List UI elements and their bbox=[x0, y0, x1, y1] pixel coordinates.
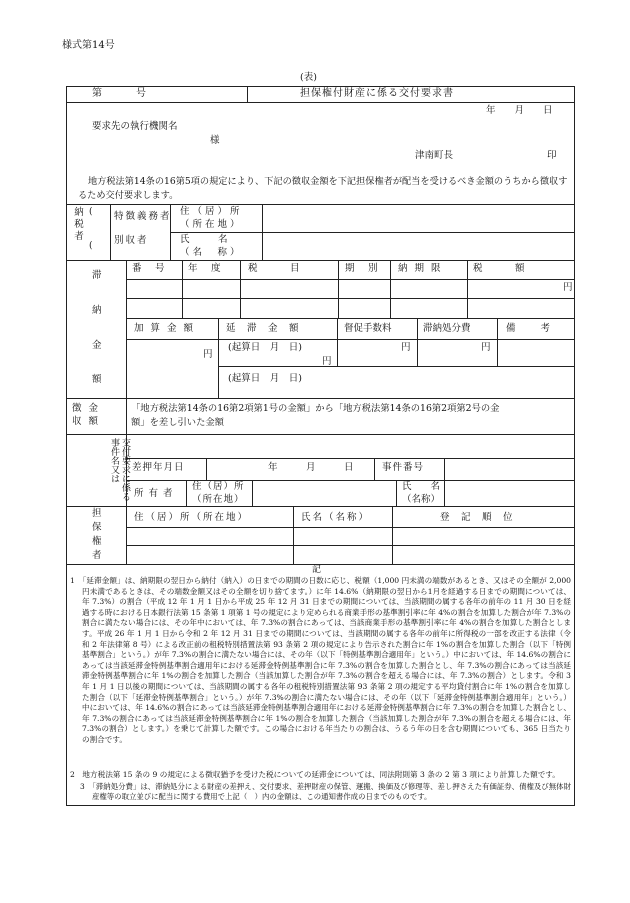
yen-additional: 円 bbox=[203, 349, 213, 360]
delinquent-side-2: 納 bbox=[92, 305, 102, 316]
taxpayer-special1: 特徴義務者 bbox=[114, 211, 172, 222]
taxpayer-address-label2: （所在地） bbox=[180, 219, 243, 230]
sama-label: 様 bbox=[210, 135, 220, 146]
yen-delay: 円 bbox=[322, 356, 332, 367]
notes-title: 記 bbox=[312, 565, 322, 575]
delinquent-side-4: 額 bbox=[92, 374, 102, 385]
recipient-label: 要求先の執行機関名 bbox=[92, 121, 178, 132]
collection-label-2: 収 額 bbox=[72, 416, 101, 427]
case-label: 交付要求に係る事件名又は bbox=[109, 438, 130, 501]
taxpayer-label: 納税者 bbox=[74, 207, 84, 242]
col-period: 期 別 bbox=[345, 263, 380, 274]
holders-side-4: 者 bbox=[92, 550, 102, 561]
document-number: 第 号 bbox=[92, 88, 147, 99]
seal-mark: 印 bbox=[547, 150, 557, 161]
col-dunning-fee: 督促手数料 bbox=[344, 323, 392, 334]
col-year: 年 度 bbox=[188, 263, 223, 274]
col-due-date: 納 期 限 bbox=[398, 263, 443, 274]
holders-side-2: 保 bbox=[92, 522, 102, 533]
document-title: 担保権付財産に係る交付要求書 bbox=[300, 88, 454, 99]
taxpayer-name-label1: 氏 名 bbox=[180, 234, 228, 245]
yen-tax: 円 bbox=[563, 282, 573, 293]
holders-col-name: 氏名（名称） bbox=[301, 512, 371, 523]
side-label: (表) bbox=[300, 72, 317, 83]
seizure-date: 年 月 日 bbox=[268, 462, 354, 473]
taxpayer-address-label1: 住（居）所 bbox=[180, 206, 243, 217]
note-1: 1 「延滞金額」は、納期限の翌日から納付（納入）の日までの期間の日数に応じ、税額（1,000 円未満の端数があるとき、又はその全額が 2,000 円未満であるときは、その端数金額又はその全額を切り捨てます。）に年 14.6%（納期限の翌日から1月を経過する日までの期間については、年 7.3%）の割合（平成 12 年 1 月 1 日から平成 25 年 12 月 31 日までの期間については、当該期間の属する各年の前年の 11 月 30 日を経過する時における日本銀行法第 15 条第 1 項第 1 号の規定により定められる商業手形の基準割引率に年 4%の割合を加算した割合が年 7.3%の割合に満たない場合には、その年中においては、年 7.3%の割合にあっては、当該商業手形の基準割引率に年 4%の割合を加算した割合とします。平成 26 年 1 月 1 日から令和 2 年 12 月 31 日までの期間については、当該期間の属する各年の前年に所得税の一部を改正する法律（令和 2 年法律第 8 号）による改正前の租税特別措置法第 93 条第 2 項の規定により告示された割合に年 1%の割合を加算した割合（以下「特例基準割合」という。）が年 7.3%の割合に満たない場合には、その年（以下「特例基準割合適用年」という。）中においては、年 14.6%の割合にあっては当該延滞金特例基準割合適用年における延滞金特例基準割合に年 7.3%の割合を加算した割合とし、年 7.3%の割合にあっては当該延滞金特例基準割合に年 1%の割合を加算した割合（当該加算した割合が年 7.3%の割合を超える場合には、年 7.3%の割合）とします。令和 3 年 1 月 1 日以後の期間については、当該期間の属する各年の租税特別措置法第 93 条第 2 項の規定する平均貸付割合に年 1%の割合を加算した割合（以下「延滞金特例基準割合」という。）が年 7.3%の割合に満たない場合には、その年（以下「延滞金特例基準割合適用年」という。）中においては、年 14.6%の割合にあっては当該延滞金特例基準割合適用年における延滞金特例基準割合に年 7.3%の割合を加算した割合とし、年 7.3%の割合にあっては当該延滞金特例基準割合に年 1%の割合を加算した割合（当該加算した割合が年 7.3%の割合を超える場合には、年 7.3%の割合）とします。）を乗じて計算した額です。この場合における年当たりの割合は、うるう年の日を含む期間についても、365 日当たりの割合です。 bbox=[70, 576, 571, 744]
col-delay-amount: 延 滞 金 額 bbox=[226, 323, 300, 334]
date-line: 年 月 日 bbox=[486, 105, 553, 116]
note-2: 2 地方税法第 15 条の 9 の規定による徴収猶予を受けた税についての延滞金については、同法附則第 3 条の 2 第 3 項により計算した額です。 bbox=[70, 770, 560, 779]
col-remarks: 備 考 bbox=[506, 323, 553, 334]
owner-name-1: 氏 名 bbox=[402, 481, 441, 492]
owner-label: 所 有 者 bbox=[134, 488, 174, 499]
owner-address-1: 住（居）所 bbox=[192, 481, 245, 492]
case-number-label: 事件番号 bbox=[382, 462, 425, 473]
taxpayer-special2: 別収者 bbox=[114, 235, 149, 246]
yen-dunning: 円 bbox=[401, 342, 411, 353]
kisanbi-2: (起算日 月 日) bbox=[228, 373, 302, 384]
note-3: 3 「滞納処分費」は、滞納処分による財産の差押え、交付要求、差押財産の保管、運搬、換価及び修理等、差し押さえた有価証券、債権及び無体財産権等の取立並びに配当に関する費用で上記（ ）内の金額は、この通知書作成の日までのものです。 bbox=[80, 782, 571, 801]
kisanbi-1: (起算日 月 日) bbox=[228, 342, 302, 353]
taxpayer-bracket: ( ( bbox=[89, 207, 93, 251]
collection-text-1: 「地方税法第14条の16第2項第1号の金額」から「地方税法第14条の16第2項第2号の金 bbox=[131, 403, 500, 414]
holders-col-address: 住（居）所（所在地） bbox=[134, 512, 250, 523]
collection-text-2: 額」を差し引いた金額 bbox=[131, 417, 224, 428]
seizure-date-label: 差押年月日 bbox=[132, 462, 185, 473]
col-disposal-fee: 滞納処分費 bbox=[423, 323, 471, 334]
holders-col-order: 登 記 順 位 bbox=[440, 512, 514, 523]
col-tax-amount: 税 額 bbox=[473, 263, 526, 274]
delinquent-side-3: 金 bbox=[92, 340, 102, 351]
yen-disposal: 円 bbox=[481, 342, 491, 353]
col-tax-item: 税 目 bbox=[248, 263, 301, 274]
holders-side-3: 権 bbox=[92, 536, 102, 547]
col-additional: 加 算 金 額 bbox=[134, 323, 196, 334]
col-number: 番 号 bbox=[132, 263, 167, 274]
owner-name-2: （名称） bbox=[402, 494, 441, 505]
intro-paragraph: 地方税法第14条の16第5項の規定により、下記の徴収金額を下記担保権者が配当を受けるべき金額のうちから徴収するため交付要求します。 bbox=[78, 176, 568, 201]
issuer-name: 津南町長 bbox=[415, 150, 454, 161]
taxpayer-name-label2: （名 称） bbox=[180, 247, 243, 258]
collection-label-1: 徴 金 bbox=[72, 403, 101, 414]
owner-address-2: （所在地） bbox=[192, 494, 245, 505]
holders-side-1: 担 bbox=[92, 508, 102, 519]
delinquent-side-1: 滞 bbox=[92, 270, 102, 281]
form-number: 様式第14号 bbox=[62, 40, 115, 51]
